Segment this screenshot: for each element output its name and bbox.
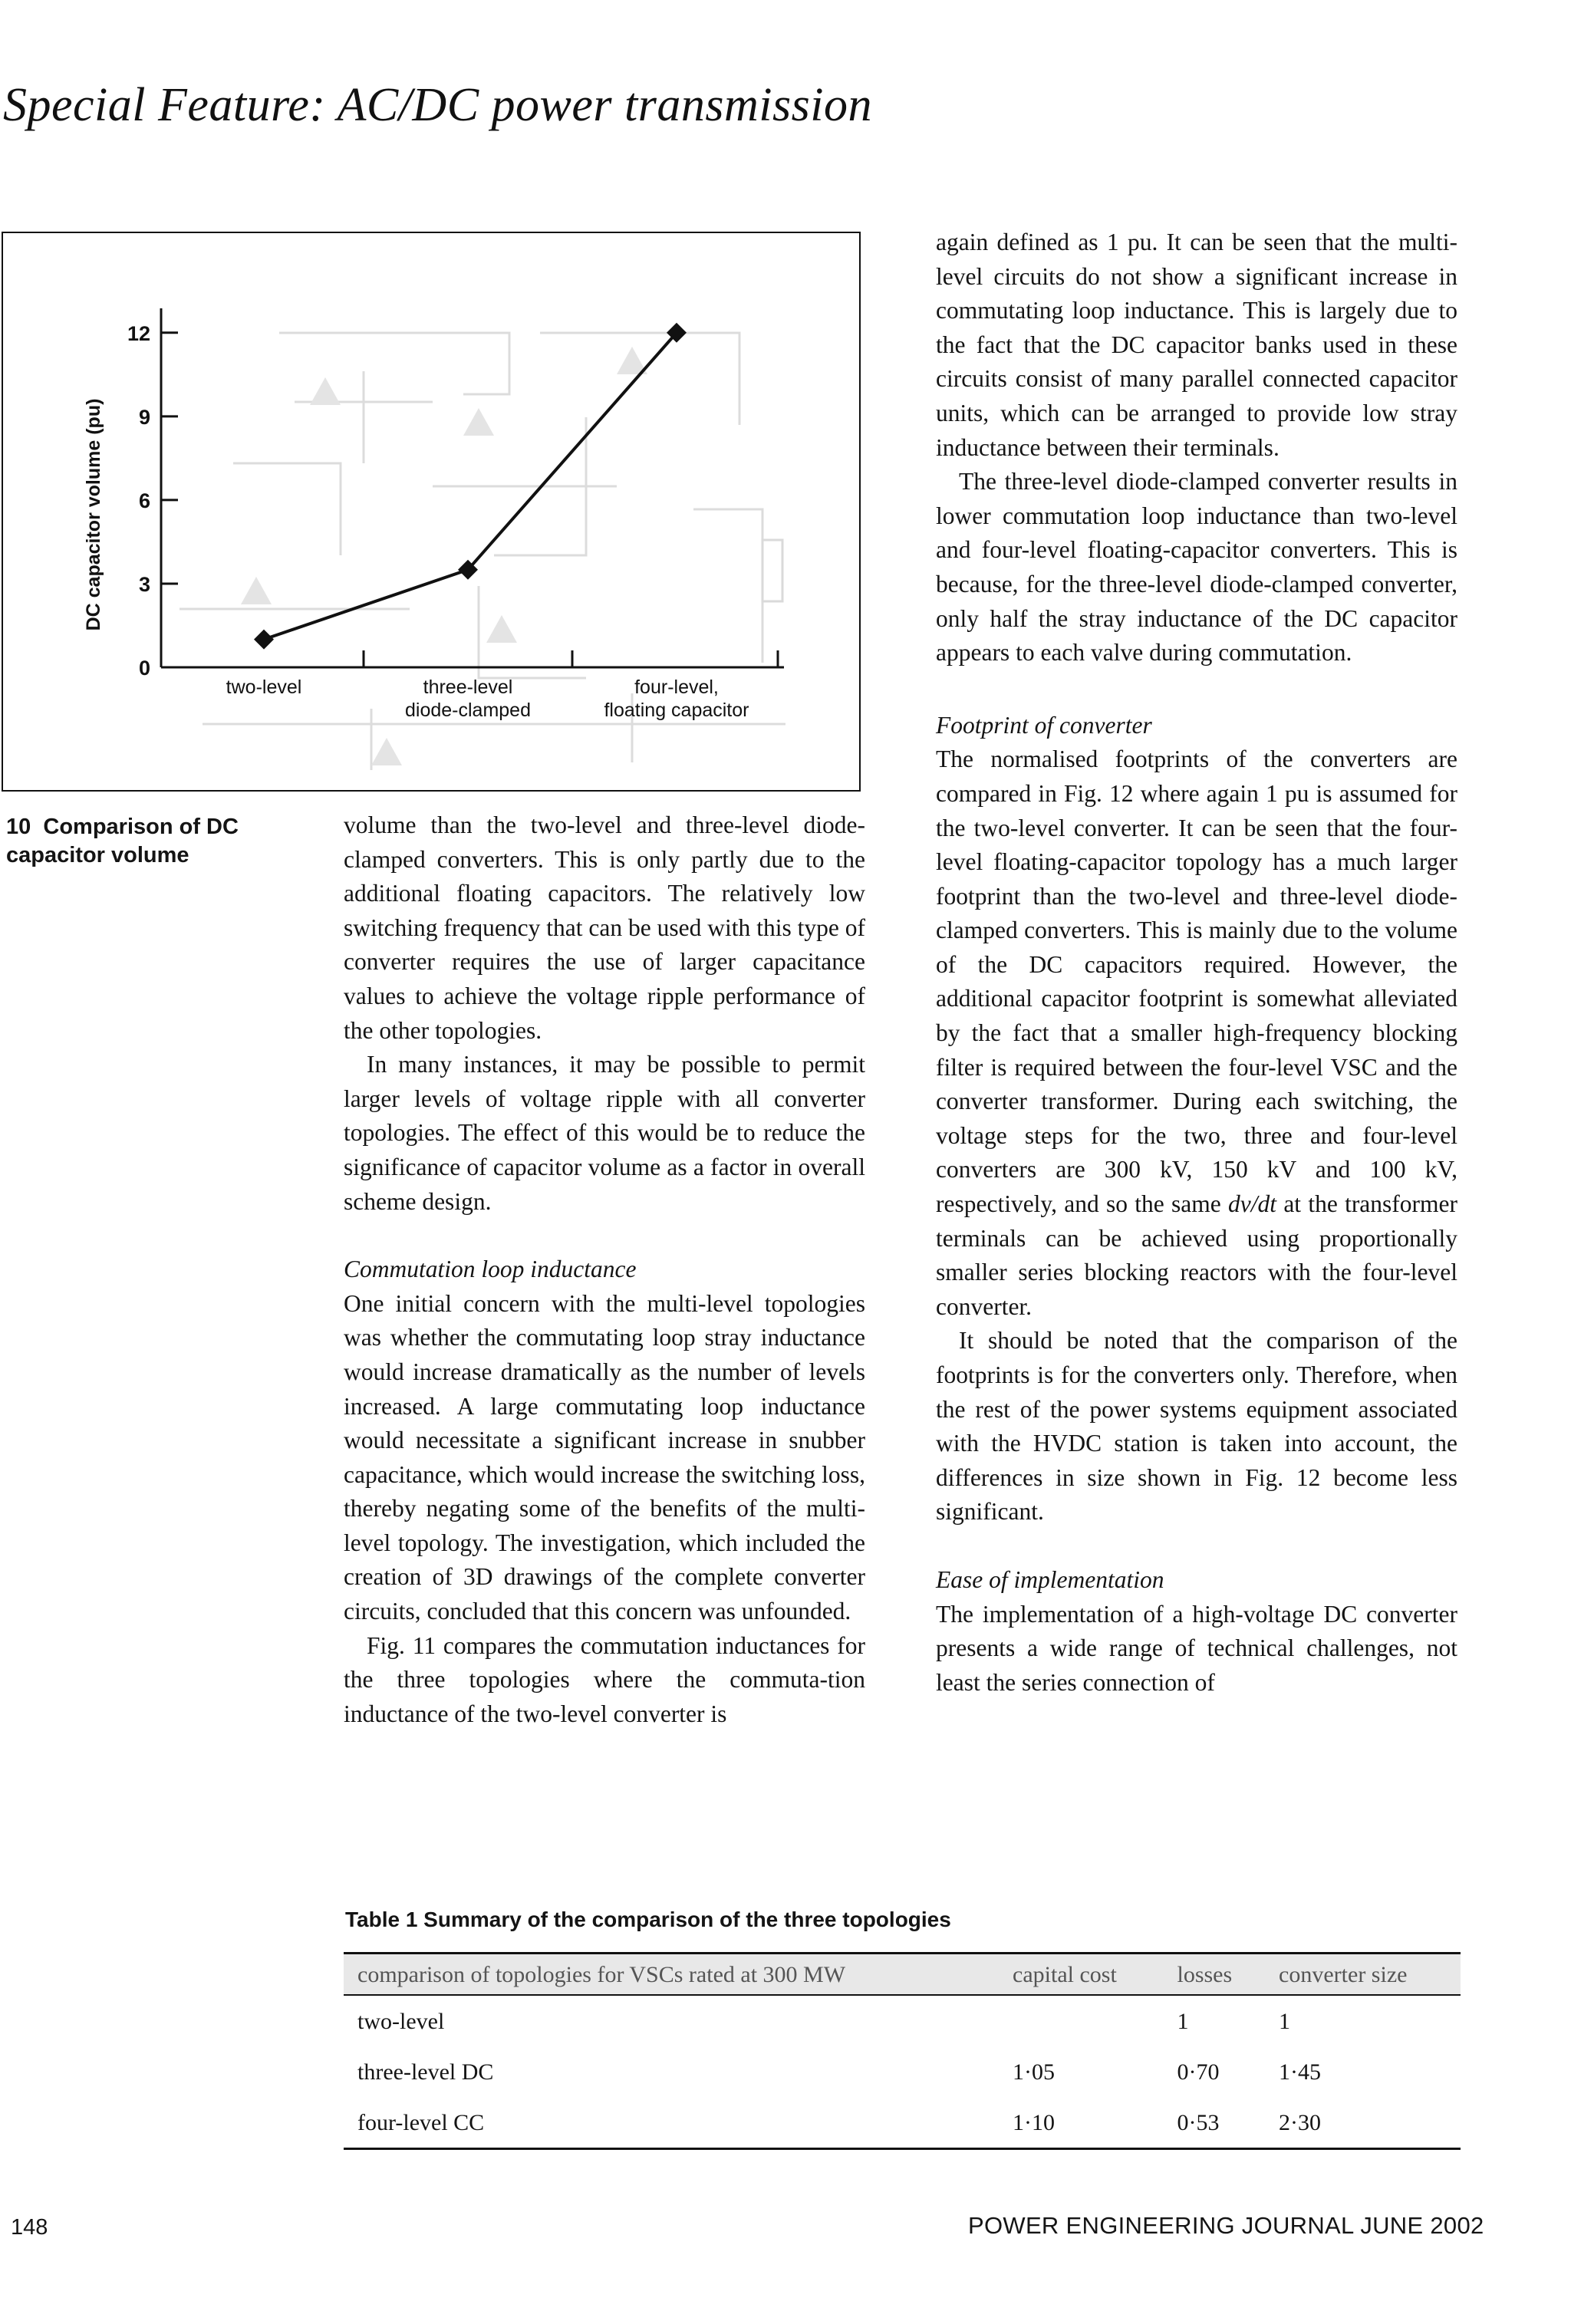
journal-footer: POWER ENGINEERING JOURNAL JUNE 2002	[968, 2212, 1484, 2239]
paragraph: Fig. 11 compares the commutation inductances for the three topologies where the commuta-tion inductance of the two-level converter is	[344, 1631, 865, 1727]
table-title: Table 1 Summary of the comparison of the three topologies	[345, 1908, 951, 1931]
circuit-background-trace	[540, 333, 739, 425]
circuit-background-trace	[693, 509, 762, 663]
table-cell: 1·10	[999, 2097, 1163, 2149]
figure-caption-number: 10	[6, 815, 31, 839]
page-header-title: Special Feature: AC/DC power transmission	[3, 79, 873, 131]
section-heading-footprint: Footprint of converter	[936, 711, 1152, 739]
circuit-background-resistor	[762, 540, 782, 601]
circuit-background-diode	[463, 408, 494, 436]
table-cell: 1	[1177, 2009, 1189, 2034]
paragraph: One initial concern with the multi-level topologies was whether the commutating loop stray inductance would increase dramatically as the number of levels increased. A large commutating loop inductance would necessitate a significant increase in snubber capacitance, which would increase the switching loss, thereby negating some of the benefits of the multi-level topology. The investigation, which included the creation of 3D drawings of the complete converter circuits, concluded that this concern was unfounded.	[344, 1289, 865, 1625]
dvdt-term: dv/dt	[1228, 1190, 1277, 1218]
paragraph: again defined as 1 pu. It can be seen that the multi-level circuits do not show a significant increase in commutating loop inductance. This is largely due to the fact that the DC capacitor banks used in these circuits consist of many parallel connected capacitor units, which can be arranged to provide low stray inductance between their terminals.	[936, 229, 1457, 461]
chart-x-category-label: two-level	[226, 676, 302, 698]
chart-y-tick-label: 12	[127, 321, 150, 345]
chart-x-category-label: floating capacitor	[604, 700, 749, 721]
table-cell: 1	[1279, 2009, 1291, 2034]
middle-text-column	[344, 808, 865, 1731]
circuit-background-diode	[241, 577, 272, 604]
section-heading-commutation: Commutation loop inductance	[344, 1256, 637, 1283]
chart-data-point	[254, 630, 274, 650]
table-cell: 0·53	[1164, 2097, 1266, 2149]
figure-10	[2, 232, 861, 792]
summary-table	[344, 1952, 1461, 2150]
paragraph: It should be noted that the comparison of the footprints is for the converters only. Therefore, when the rest of the power systems equipment associated with the HVDC station is taken into account, the differences in size shown in Fig. 12 become less significant.	[936, 1327, 1457, 1526]
table-cell	[999, 1995, 1163, 2046]
table-cell: four-level CC	[344, 2097, 999, 2149]
table-row	[344, 2097, 1461, 2149]
paragraph-text: The normalised footprints of the converters are compared in Fig. 12 where again 1 pu is assumed for the two-level converter. It can be seen that the four-level floating-capacitor topology has a much larger footprint than the two-level and three-level diode-clamped converters. This is mainly due to the volume of the DC capacitors required. However, the additional capacitor footprint is somewhat alleviated by the fact that a smaller high-frequency blocking filter is required between the four-level VSC and the converter transformer. During each switching, the voltage steps for the two, three and four-level converters are 300 kV, 150 kV and 100 kV, respectively, and so the same	[936, 746, 1457, 1218]
figure-caption	[6, 813, 313, 870]
paragraph: The three-level diode-clamped converter results in lower commutation loop inductance than two-level and four-level floating-capacitor converters. This is because, for the three-level diode-clamped converter, only half the stray inductance of the DC capacitor appears to each valve during commutation.	[936, 468, 1457, 667]
paragraph-text: at the transformer terminals can be achieved using proportionally smaller series blocking reactors with the four-level converter.	[936, 1190, 1457, 1320]
table-header-cell: capital cost	[999, 1954, 1163, 1996]
chart-y-tick-label: 0	[138, 657, 150, 680]
table-row	[344, 2046, 1461, 2097]
table-cell: 1·05	[1013, 2059, 1056, 2085]
section-heading-ease: Ease of implementation	[936, 1565, 1164, 1593]
table-row	[344, 1995, 1461, 2046]
table-cell: three-level DC	[357, 2059, 494, 2085]
chart-y-tick-label: 9	[138, 405, 150, 429]
circuit-background-trace	[233, 463, 341, 555]
table-header-row	[344, 1954, 1461, 1996]
table-cell: 2·30	[1265, 2097, 1461, 2149]
paragraph: The implementation of a high-voltage DC converter presents a wide range of technical challenges, not least the series connection of	[936, 1600, 1457, 1696]
table-cell: 0·70	[1177, 2059, 1220, 2085]
capacitor-volume-chart	[3, 233, 859, 790]
paragraph: In many instances, it may be possible to permit larger levels of voltage ripple with all converter topologies. The effect of this would be to reduce the significance of capacitor volume as a factor in overall scheme design.	[344, 1051, 865, 1215]
table-header-cell: converter size	[1265, 1954, 1461, 1996]
chart-y-axis-label: DC capacitor volume (pu)	[83, 398, 104, 631]
paragraph: volume than the two-level and three-level diode-clamped converters. This is only partly due to the additional floating capacitors. The relatively low switching frequency that can be used with this type of converter requires the use of larger capacitance values to achieve the voltage ripple performance of the other topologies.	[344, 811, 865, 1044]
figure-caption-text: Comparison of DC capacitor volume	[6, 815, 239, 867]
circuit-background-trace	[295, 371, 433, 463]
chart-y-tick-label: 3	[138, 572, 150, 596]
chart-x-category-label: four-level,	[634, 676, 719, 698]
circuit-background-diode	[310, 377, 341, 405]
table-header-cell: losses	[1164, 1954, 1266, 1996]
table-cell: 1·45	[1279, 2059, 1322, 2085]
table-cell: two-level	[357, 2009, 445, 2034]
chart-x-category-label: three-level	[423, 676, 513, 698]
page-number: 148	[11, 2215, 48, 2240]
table-header-cell: comparison of topologies for VSCs rated at 300 MW	[344, 1954, 999, 1996]
chart-y-tick-label: 6	[138, 489, 150, 512]
paragraph	[936, 742, 1457, 1324]
circuit-background-diode	[371, 738, 402, 765]
chart-x-category-label: diode-clamped	[405, 700, 531, 721]
circuit-background-trace	[279, 333, 509, 394]
circuit-background-diode	[486, 615, 517, 643]
right-text-column	[936, 225, 1457, 1700]
